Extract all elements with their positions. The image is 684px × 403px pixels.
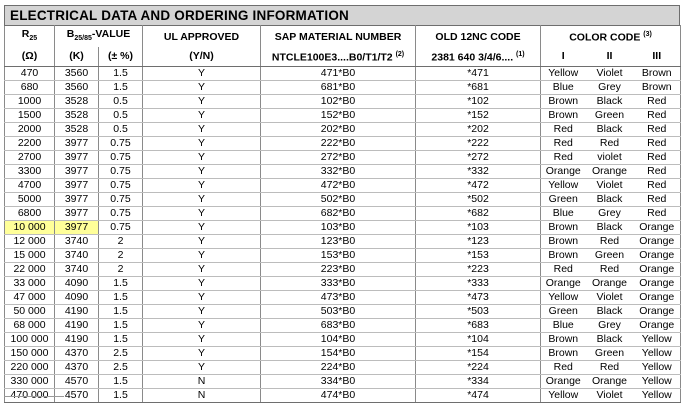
- old12nc-cell: *333: [416, 276, 541, 290]
- table-row: [5, 388, 681, 402]
- color-iii-cell: Red: [634, 178, 681, 192]
- table-body: [5, 66, 681, 402]
- ul-cell: Y: [143, 220, 261, 234]
- sap-cell: 102*B0: [261, 94, 416, 108]
- b-value-cell: 3740: [55, 262, 99, 276]
- color-ii-cell: Black: [586, 220, 634, 234]
- color-iii-cell: Orange: [634, 220, 681, 234]
- header-row-2: [5, 47, 681, 66]
- color-i-cell: Orange: [541, 276, 586, 290]
- ul-cell: Y: [143, 332, 261, 346]
- r25-cell: 3300: [5, 164, 55, 178]
- sap-cell: 152*B0: [261, 108, 416, 122]
- ul-cell: Y: [143, 192, 261, 206]
- color-i-cell: Blue: [541, 318, 586, 332]
- table-row: [5, 164, 681, 178]
- r25-cell: 10 000: [5, 220, 55, 234]
- color-ii-cell: Green: [586, 346, 634, 360]
- tolerance-cell: 0.5: [99, 108, 143, 122]
- tolerance-cell: 1.5: [99, 276, 143, 290]
- table-row: [5, 248, 681, 262]
- r25-cell: 68 000: [5, 318, 55, 332]
- table-row: [5, 346, 681, 360]
- table-row: [5, 122, 681, 136]
- ul-cell: Y: [143, 122, 261, 136]
- color-i-cell: Green: [541, 192, 586, 206]
- tolerance-cell: 2: [99, 248, 143, 262]
- color-iii-cell: Red: [634, 108, 681, 122]
- tolerance-cell: 2.5: [99, 346, 143, 360]
- header-r25-unit: (Ω): [5, 47, 55, 66]
- color-iii-cell: Yellow: [634, 374, 681, 388]
- b-value-cell: 4570: [55, 388, 99, 402]
- header-color-i: I: [541, 47, 586, 66]
- table-row: [5, 234, 681, 248]
- header-b-suffix: -VALUE: [91, 28, 131, 40]
- color-ii-cell: Red: [586, 262, 634, 276]
- color-iii-cell: Orange: [634, 234, 681, 248]
- color-i-cell: Brown: [541, 108, 586, 122]
- ul-cell: Y: [143, 80, 261, 94]
- sap-cell: 104*B0: [261, 332, 416, 346]
- color-ii-cell: Grey: [586, 318, 634, 332]
- color-i-cell: Blue: [541, 206, 586, 220]
- ul-cell: Y: [143, 94, 261, 108]
- b-value-cell: 3528: [55, 94, 99, 108]
- color-i-cell: Red: [541, 262, 586, 276]
- color-i-cell: Orange: [541, 374, 586, 388]
- ul-cell: Y: [143, 276, 261, 290]
- old12nc-cell: *154: [416, 346, 541, 360]
- ul-cell: Y: [143, 290, 261, 304]
- color-i-cell: Yellow: [541, 66, 586, 80]
- ul-cell: Y: [143, 136, 261, 150]
- b-value-cell: 3977: [55, 150, 99, 164]
- ul-cell: Y: [143, 164, 261, 178]
- sap-cell: 334*B0: [261, 374, 416, 388]
- electrical-data-table: [4, 25, 681, 403]
- color-iii-cell: Yellow: [634, 346, 681, 360]
- b-value-cell: 3977: [55, 220, 99, 234]
- old12nc-cell: *104: [416, 332, 541, 346]
- old12nc-cell: *683: [416, 318, 541, 332]
- color-iii-cell: Yellow: [634, 360, 681, 374]
- table-row: [5, 108, 681, 122]
- r25-cell: 50 000: [5, 304, 55, 318]
- sap-cell: 103*B0: [261, 220, 416, 234]
- r25-cell: 680: [5, 80, 55, 94]
- color-ii-cell: Green: [586, 248, 634, 262]
- color-i-cell: Yellow: [541, 290, 586, 304]
- color-ii-cell: Violet: [586, 178, 634, 192]
- header-r25: [5, 26, 55, 48]
- color-ii-cell: violet: [586, 150, 634, 164]
- color-iii-cell: Red: [634, 94, 681, 108]
- header-b-value: [55, 26, 143, 48]
- ul-cell: Y: [143, 248, 261, 262]
- r25-cell: 470: [5, 66, 55, 80]
- header-old12nc-sub: [416, 47, 541, 66]
- header-row-1: [5, 26, 681, 48]
- old12nc-cell: *102: [416, 94, 541, 108]
- b-value-cell: 3977: [55, 178, 99, 192]
- r25-cell: 1500: [5, 108, 55, 122]
- r25-cell: 330 000: [5, 374, 55, 388]
- b-value-cell: 3977: [55, 136, 99, 150]
- header-sap-note: (2): [395, 51, 405, 59]
- color-i-cell: Brown: [541, 248, 586, 262]
- table-row: [5, 94, 681, 108]
- old12nc-cell: *223: [416, 262, 541, 276]
- old12nc-cell: *202: [416, 122, 541, 136]
- table-row: [5, 374, 681, 388]
- sap-cell: 333*B0: [261, 276, 416, 290]
- header-b-unit: (K): [55, 47, 99, 66]
- tolerance-cell: 0.75: [99, 150, 143, 164]
- ul-cell: Y: [143, 108, 261, 122]
- r25-cell: 47 000: [5, 290, 55, 304]
- color-ii-cell: Black: [586, 192, 634, 206]
- sap-cell: 683*B0: [261, 318, 416, 332]
- tolerance-cell: 2: [99, 262, 143, 276]
- b-value-cell: 4370: [55, 360, 99, 374]
- color-ii-cell: Orange: [586, 374, 634, 388]
- color-ii-cell: Red: [586, 136, 634, 150]
- color-ii-cell: Green: [586, 108, 634, 122]
- color-ii-cell: Orange: [586, 164, 634, 178]
- table-row: [5, 220, 681, 234]
- color-iii-cell: Orange: [634, 304, 681, 318]
- table-row: [5, 66, 681, 80]
- ul-cell: Y: [143, 66, 261, 80]
- old12nc-cell: *152: [416, 108, 541, 122]
- r25-cell: 470 000: [5, 388, 55, 402]
- old12nc-cell: *682: [416, 206, 541, 220]
- sap-cell: 681*B0: [261, 80, 416, 94]
- color-ii-cell: Black: [586, 94, 634, 108]
- sap-cell: 224*B0: [261, 360, 416, 374]
- b-value-cell: 3560: [55, 80, 99, 94]
- b-value-cell: 4190: [55, 304, 99, 318]
- color-iii-cell: Orange: [634, 262, 681, 276]
- color-i-cell: Yellow: [541, 388, 586, 402]
- table-row: [5, 136, 681, 150]
- color-i-cell: Red: [541, 122, 586, 136]
- header-old12nc: OLD 12NC CODE: [416, 26, 541, 48]
- header-color-code: [541, 26, 681, 48]
- ul-cell: Y: [143, 346, 261, 360]
- tolerance-cell: 1.5: [99, 66, 143, 80]
- header-r25-sub: 25: [29, 35, 38, 43]
- color-iii-cell: Yellow: [634, 332, 681, 346]
- footnote-rule: [4, 396, 64, 402]
- r25-cell: 2000: [5, 122, 55, 136]
- table-row: [5, 150, 681, 164]
- color-i-cell: Brown: [541, 94, 586, 108]
- header-old12nc-sub-label: 2381 640 3/4/6....: [431, 51, 514, 64]
- tolerance-cell: 0.5: [99, 94, 143, 108]
- color-ii-cell: Grey: [586, 206, 634, 220]
- sap-cell: 503*B0: [261, 304, 416, 318]
- color-ii-cell: Red: [586, 234, 634, 248]
- b-value-cell: 4090: [55, 276, 99, 290]
- b-value-cell: 3528: [55, 108, 99, 122]
- tolerance-cell: 0.75: [99, 136, 143, 150]
- color-i-cell: Red: [541, 136, 586, 150]
- color-i-cell: Green: [541, 304, 586, 318]
- old12nc-cell: *472: [416, 178, 541, 192]
- color-iii-cell: Red: [634, 192, 681, 206]
- table-row: [5, 206, 681, 220]
- table-title: ELECTRICAL DATA AND ORDERING INFORMATION: [4, 5, 680, 25]
- r25-cell: 12 000: [5, 234, 55, 248]
- b-value-cell: 4570: [55, 374, 99, 388]
- r25-cell: 100 000: [5, 332, 55, 346]
- color-ii-cell: Black: [586, 332, 634, 346]
- header-sap-sub: [261, 47, 416, 66]
- sap-cell: 202*B0: [261, 122, 416, 136]
- r25-cell: 4700: [5, 178, 55, 192]
- color-i-cell: Red: [541, 150, 586, 164]
- color-i-cell: Blue: [541, 80, 586, 94]
- b-value-cell: 3977: [55, 164, 99, 178]
- color-iii-cell: Brown: [634, 80, 681, 94]
- color-iii-cell: Brown: [634, 66, 681, 80]
- color-i-cell: Yellow: [541, 178, 586, 192]
- ul-cell: N: [143, 374, 261, 388]
- color-ii-cell: Grey: [586, 80, 634, 94]
- r25-cell: 22 000: [5, 262, 55, 276]
- old12nc-cell: *503: [416, 304, 541, 318]
- header-b-sub: 25/85: [74, 35, 92, 43]
- old12nc-cell: *474: [416, 388, 541, 402]
- r25-cell: 33 000: [5, 276, 55, 290]
- color-iii-cell: Orange: [634, 276, 681, 290]
- color-i-cell: Brown: [541, 220, 586, 234]
- old12nc-cell: *123: [416, 234, 541, 248]
- header-sap-sub-label: NTCLE100E3....B0/T1/T2: [271, 51, 393, 64]
- table-row: [5, 262, 681, 276]
- table-row: [5, 192, 681, 206]
- sap-cell: 272*B0: [261, 150, 416, 164]
- header-r25-label: R: [21, 28, 30, 40]
- sap-cell: 682*B0: [261, 206, 416, 220]
- b-value-cell: 4190: [55, 332, 99, 346]
- color-iii-cell: Red: [634, 136, 681, 150]
- sap-cell: 502*B0: [261, 192, 416, 206]
- header-ul: UL APPROVED: [143, 26, 261, 48]
- r25-cell: 2700: [5, 150, 55, 164]
- tolerance-cell: 1.5: [99, 80, 143, 94]
- sap-cell: 123*B0: [261, 234, 416, 248]
- header-color-label: COLOR CODE: [569, 31, 641, 44]
- old12nc-cell: *473: [416, 290, 541, 304]
- color-iii-cell: Red: [634, 150, 681, 164]
- tolerance-cell: 2.5: [99, 360, 143, 374]
- ul-cell: Y: [143, 360, 261, 374]
- color-ii-cell: Violet: [586, 388, 634, 402]
- ul-cell: Y: [143, 304, 261, 318]
- color-ii-cell: Red: [586, 360, 634, 374]
- tolerance-cell: 2: [99, 234, 143, 248]
- table-row: [5, 290, 681, 304]
- tolerance-cell: 0.75: [99, 206, 143, 220]
- color-ii-cell: Black: [586, 304, 634, 318]
- tolerance-cell: 1.5: [99, 290, 143, 304]
- sap-cell: 471*B0: [261, 66, 416, 80]
- color-i-cell: Brown: [541, 332, 586, 346]
- ul-cell: Y: [143, 262, 261, 276]
- b-value-cell: 4090: [55, 290, 99, 304]
- r25-cell: 5000: [5, 192, 55, 206]
- color-iii-cell: Red: [634, 206, 681, 220]
- r25-cell: 1000: [5, 94, 55, 108]
- b-value-cell: 4190: [55, 318, 99, 332]
- color-i-cell: Brown: [541, 346, 586, 360]
- ul-cell: Y: [143, 234, 261, 248]
- b-value-cell: 4370: [55, 346, 99, 360]
- header-color-ii: II: [586, 47, 634, 66]
- old12nc-cell: *681: [416, 80, 541, 94]
- ul-cell: Y: [143, 150, 261, 164]
- r25-cell: 220 000: [5, 360, 55, 374]
- header-color-note: (3): [643, 31, 652, 39]
- old12nc-cell: *471: [416, 66, 541, 80]
- color-ii-cell: Black: [586, 122, 634, 136]
- tolerance-cell: 0.75: [99, 220, 143, 234]
- color-i-cell: Brown: [541, 234, 586, 248]
- tolerance-cell: 1.5: [99, 388, 143, 402]
- sap-cell: 222*B0: [261, 136, 416, 150]
- color-iii-cell: Orange: [634, 318, 681, 332]
- sap-cell: 474*B0: [261, 388, 416, 402]
- tolerance-cell: 0.75: [99, 164, 143, 178]
- sap-cell: 472*B0: [261, 178, 416, 192]
- color-iii-cell: Orange: [634, 290, 681, 304]
- header-old12nc-note: (1): [516, 51, 525, 59]
- b-value-cell: 3560: [55, 66, 99, 80]
- color-ii-cell: Violet: [586, 290, 634, 304]
- ul-cell: Y: [143, 178, 261, 192]
- header-sap: SAP MATERIAL NUMBER: [261, 26, 416, 48]
- color-i-cell: Red: [541, 360, 586, 374]
- ul-cell: Y: [143, 206, 261, 220]
- color-ii-cell: Violet: [586, 66, 634, 80]
- table-row: [5, 80, 681, 94]
- b-value-cell: 3740: [55, 248, 99, 262]
- sap-cell: 332*B0: [261, 164, 416, 178]
- b-value-cell: 3740: [55, 234, 99, 248]
- tolerance-cell: 1.5: [99, 304, 143, 318]
- header-b-label: B: [66, 28, 75, 40]
- electrical-data-table-panel: [4, 5, 680, 403]
- ul-cell: Y: [143, 318, 261, 332]
- tolerance-cell: 0.75: [99, 178, 143, 192]
- b-value-cell: 3977: [55, 206, 99, 220]
- tolerance-cell: 1.5: [99, 374, 143, 388]
- table-row: [5, 178, 681, 192]
- old12nc-cell: *103: [416, 220, 541, 234]
- sap-cell: 223*B0: [261, 262, 416, 276]
- r25-cell: 150 000: [5, 346, 55, 360]
- header-ul-unit: (Y/N): [143, 47, 261, 66]
- old12nc-cell: *153: [416, 248, 541, 262]
- tolerance-cell: 0.5: [99, 122, 143, 136]
- sap-cell: 153*B0: [261, 248, 416, 262]
- color-iii-cell: Yellow: [634, 388, 681, 402]
- color-ii-cell: Orange: [586, 276, 634, 290]
- sap-cell: 473*B0: [261, 290, 416, 304]
- table-row: [5, 276, 681, 290]
- old12nc-cell: *272: [416, 150, 541, 164]
- header-color-iii: III: [634, 47, 681, 66]
- b-value-cell: 3977: [55, 192, 99, 206]
- tolerance-cell: 1.5: [99, 318, 143, 332]
- r25-cell: 15 000: [5, 248, 55, 262]
- sap-cell: 154*B0: [261, 346, 416, 360]
- old12nc-cell: *334: [416, 374, 541, 388]
- old12nc-cell: *222: [416, 136, 541, 150]
- table-row: [5, 360, 681, 374]
- old12nc-cell: *502: [416, 192, 541, 206]
- old12nc-cell: *332: [416, 164, 541, 178]
- color-i-cell: Orange: [541, 164, 586, 178]
- color-iii-cell: Orange: [634, 248, 681, 262]
- r25-cell: 2200: [5, 136, 55, 150]
- table-row: [5, 318, 681, 332]
- header-b-tol: (± %): [99, 47, 143, 66]
- b-value-cell: 3528: [55, 122, 99, 136]
- color-iii-cell: Red: [634, 164, 681, 178]
- old12nc-cell: *224: [416, 360, 541, 374]
- table-row: [5, 332, 681, 346]
- tolerance-cell: 0.75: [99, 192, 143, 206]
- ul-cell: N: [143, 388, 261, 402]
- color-iii-cell: Red: [634, 122, 681, 136]
- table-row: [5, 304, 681, 318]
- tolerance-cell: 1.5: [99, 332, 143, 346]
- r25-cell: 6800: [5, 206, 55, 220]
